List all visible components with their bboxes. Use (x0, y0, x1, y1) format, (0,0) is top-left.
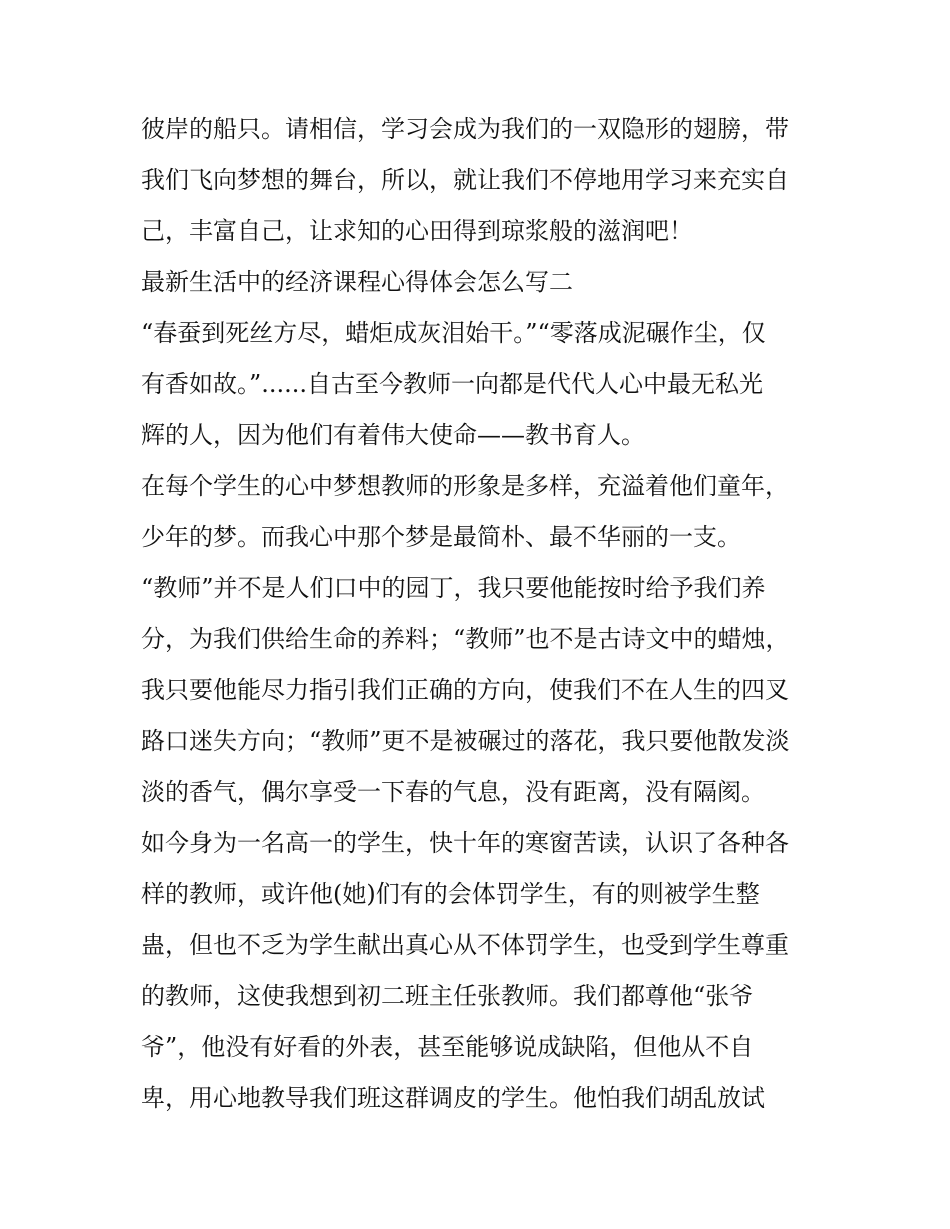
text-line: 少年的梦。而我心中那个梦是最简朴、最不华丽的一支。 (141, 523, 741, 551)
text-line: 爷”，他没有好看的外表，甚至能够说成缺陷，但他从不自 (141, 1033, 754, 1061)
text-line: 分，为我们供给生命的养料；“教师”也不是古诗文中的蜡烛， (141, 625, 790, 653)
section-heading: 最新生活中的经济课程心得体会怎么写二 (141, 268, 573, 296)
text-line: 我们飞向梦想的舞台，所以，就让我们不停地用学习来充实自 (141, 166, 789, 194)
text-line: 路口迷失方向；“教师”更不是被碾过的落花，我只要他散发淡 (141, 727, 790, 755)
text-line: 的教师，这使我想到初二班主任张教师。我们都尊他“张爷 (141, 982, 754, 1010)
text-line: 有香如故。”......自古至今教师一向都是代代人心中最无私光 (141, 370, 764, 398)
text-line: 样的教师，或许他(她)们有的会体罚学生，有的则被学生整 (141, 880, 760, 908)
body-text (141, 104, 821, 1124)
text-line: 辉的人，因为他们有着伟大使命——教书育人。 (141, 421, 645, 449)
text-line: 淡的香气，偶尔享受一下春的气息，没有距离，没有隔阂。 (141, 778, 765, 806)
text-line: 己，丰富自己，让求知的心田得到琼浆般的滋润吧！ (141, 217, 693, 245)
text-line: 在每个学生的心中梦想教师的形象是多样，充溢着他们童年， (141, 472, 789, 500)
text-line: “教师”并不是人们口中的园丁，我只要他能按时给予我们养 (141, 574, 766, 602)
text-line: 蛊，但也不乏为学生献出真心从不体罚学生，也受到学生尊重 (141, 931, 789, 959)
text-line: 卑，用心地教导我们班这群调皮的学生。他怕我们胡乱放试 (141, 1084, 765, 1112)
text-line: 我只要他能尽力指引我们正确的方向，使我们不在人生的四叉 (141, 676, 789, 704)
text-line: “春蚕到死丝方尽，蜡炬成灰泪始干。”“零落成泥碾作尘，仅 (141, 319, 766, 347)
text-line: 如今身为一名高一的学生，快十年的寒窗苦读，认识了各种各 (141, 829, 789, 857)
text-line: 彼岸的船只。请相信，学习会成为我们的一双隐形的翅膀，带 (141, 115, 789, 143)
